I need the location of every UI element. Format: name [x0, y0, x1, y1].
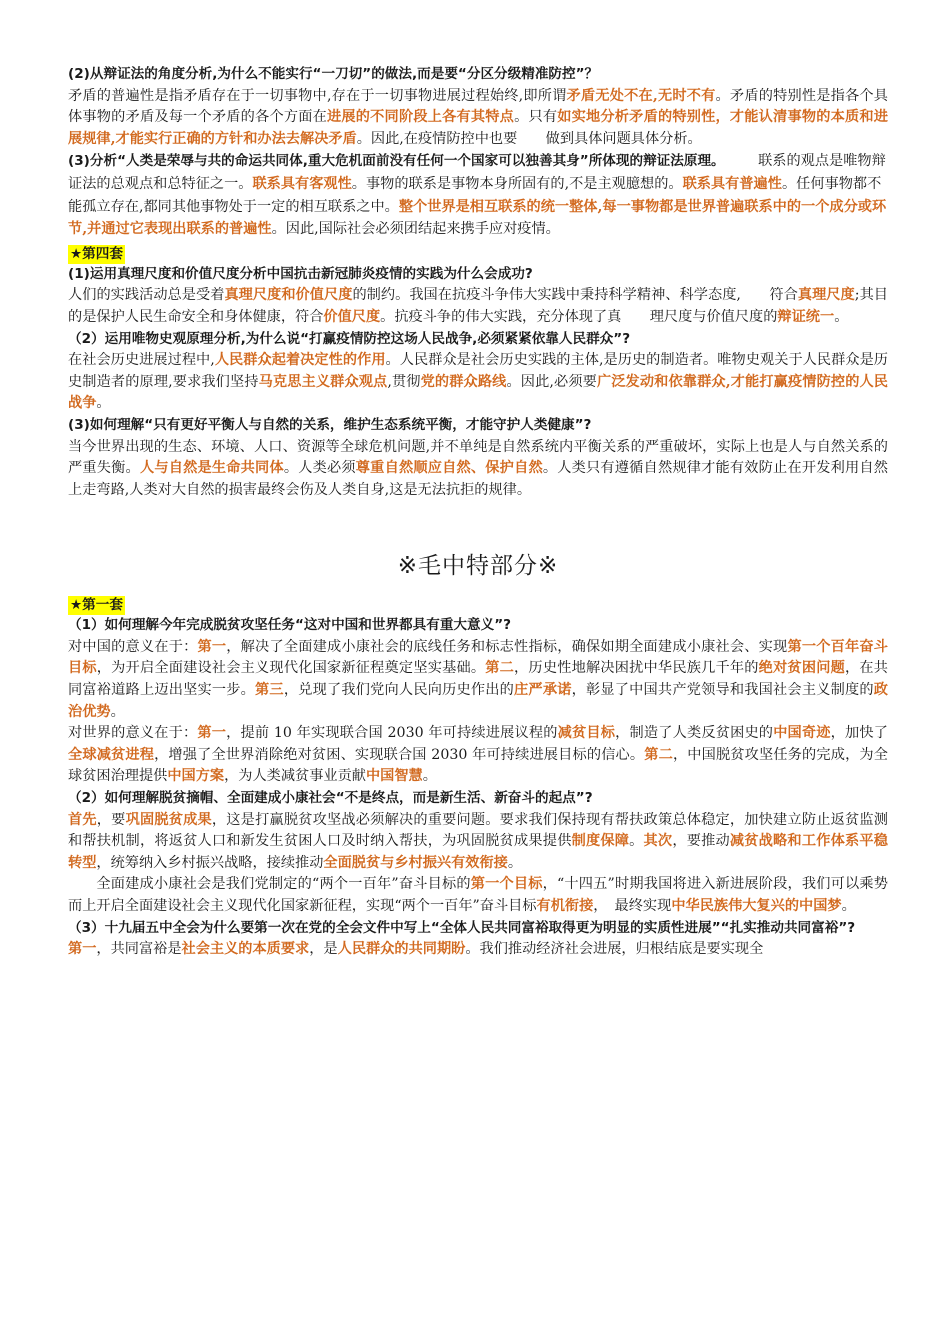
- set-1-heading: ★第一套: [70, 597, 123, 614]
- body-text: 联系的观点是唯物辩证法的总观点和总特征之一。: [68, 153, 886, 192]
- body-text: ，为人类减贫事业贡献: [224, 768, 366, 785]
- question-nature-balance: (3)如何理解“只有更好平衡人与自然的关系，维护生态系统平衡，才能守护人类健康”?: [68, 416, 592, 433]
- body-text: ，兑现了我们党向人民向历史作出的: [283, 682, 515, 699]
- body-text: 。人类必须: [283, 460, 356, 477]
- highlight-text: 第一: [197, 638, 227, 655]
- answer-dialectics-zoning: [68, 86, 888, 151]
- answer-significance-world: [68, 723, 888, 788]
- answer-truth-value-scale: [68, 285, 888, 328]
- body-text: 。人类只有遵循自然规律才能有效防止在开发利用自然上走弯路,人类对大自然的损害最终会伤及人类自身,这是无法抗拒的规律。: [68, 460, 888, 498]
- question-dialectics-zoning: (2)从辩证法的角度分析,为什么不能实行“一刀切”的做法,而是要“分区分级精准防控”？: [68, 66, 599, 82]
- body-text: 。: [110, 703, 125, 720]
- body-text: 人们的实践活动总是受着: [68, 287, 225, 304]
- highlight-text: 马克思主义群众观点: [258, 373, 388, 390]
- body-text: ，为开启全面建设社会主义现代化国家新征程奠定坚实基础。: [96, 660, 486, 677]
- highlight-text: 制度保障: [571, 833, 630, 850]
- body-text: 。: [629, 833, 644, 850]
- question-common-prosperity: （3）十九届五中全会为什么要第一次在党的全会文件中写上“全体人民共同富裕取得更为明显的实质性进展”“扎实推动共同富裕”?: [68, 919, 856, 936]
- body-text: 。: [507, 854, 523, 871]
- highlight-text: 中国智慧: [365, 768, 423, 785]
- answer-nature-balance: [68, 437, 888, 502]
- body-text: ，历史性地解决困扰中华民族几千年的: [514, 660, 759, 677]
- highlight-text: 巩固脱贫成果: [125, 811, 212, 828]
- body-text: 当今世界出现的生态、环境、人口、资源等全球危机问题,并不单纯是自然系统内平衡关系的严重破坏，实际上也是人与自然关系的严重失衡。: [68, 438, 888, 477]
- highlight-text: 价值尺度: [323, 308, 381, 325]
- highlight-text: 真理尺度: [797, 287, 855, 304]
- body-text: 矛盾的普遍性是指矛盾存在于一切事物中,存在于一切事物进展过程始终,即所谓: [68, 87, 567, 104]
- highlight-text: 辩证统一: [777, 308, 835, 325]
- highlight-text: 尊重自然顺应自然、保护自然: [355, 460, 543, 477]
- body-text: ，解决了全面建成小康社会的底线任务和标志性指标，确保如期全面建成小康社会、实现: [226, 638, 788, 655]
- body-text: ，要推动: [672, 833, 730, 850]
- body-text: 。人民群众是社会历史实践的主体,是历史的制造者。唯物史观关于人民群众是历史制造者的原理,要求我们坚持: [68, 352, 888, 390]
- answer-new-starting-point-2: [68, 874, 888, 917]
- body-text: 在社会历史进展过程中,: [68, 352, 215, 369]
- body-text: 的制约。我国在抗疫斗争伟大实践中秉持科学精神、科学态度, 符合: [352, 287, 798, 304]
- highlight-text: 绝对贫困问题: [758, 660, 845, 677]
- body-text: 对世界的意义在于：: [68, 725, 198, 742]
- body-text: ，统筹纳入乡村振兴战略，接续推动: [96, 854, 324, 871]
- highlight-text: 首先: [68, 811, 97, 828]
- question-truth-value-scale: (1)运用真理尺度和价值尺度分析中国抗击新冠肺炎疫情的实践为什么会成功?: [68, 265, 533, 282]
- highlight-text: 矛盾无处不在,无时不有: [566, 87, 716, 104]
- highlight-text: 真理尺度和价值尺度: [224, 287, 353, 304]
- body-text: 全面建成小康社会是我们党制定的“两个一百年”奋斗目标的: [96, 876, 471, 893]
- highlight-text: 整个世界是相互联系的统一整体,每一事物都是世界普遍联系中的一个成分或环节,并通过它表现出联系的普遍性: [68, 198, 887, 238]
- body-text: 对中国的意义在于：: [68, 638, 198, 655]
- body-text: ，共同富裕是: [96, 941, 182, 958]
- document-page: [68, 64, 888, 961]
- body-text: ;其目的是保护人民生命安全和身体健康，符合: [68, 287, 888, 325]
- body-text: ，“十四五”时期我国将进入新进展阶段，我们可以乘势而上开启全面建设社会主义现代化国家新征程，实现“两个一百年”奋斗目标: [68, 876, 888, 914]
- body-text: ，这是打赢脱贫攻坚战必须解决的重要问题。要求我们保持现有帮扶政策总体稳定，加快建立防止返贫监测和帮扶机制，将返贫人口和新发生贫困人口及时纳入帮扶，为巩固脱贫成果提供: [68, 811, 888, 850]
- body-text: ，制造了人类反贫困史的: [615, 725, 774, 742]
- highlight-text: 中国方案: [167, 768, 225, 785]
- body-text: 。因此,必须要: [506, 373, 597, 390]
- body-text: ，加快了: [830, 725, 888, 742]
- highlight-text: 减贫战略和工作体系平稳转型: [68, 833, 888, 871]
- body-text: 。矛盾的特别性是指各个具体事物的矛盾及每一个矛盾的各个方面在: [68, 87, 888, 126]
- question-poverty-significance: （1）如何理解今年完成脱贫攻坚任务“这对中国和世界都具有重大意义”?: [68, 617, 512, 634]
- highlight-text: 政治优势: [68, 682, 888, 720]
- body-text: ，提前 10 年实现联合国 2030 年可持续进展议程的: [226, 725, 558, 742]
- highlight-text: 联系具有客观性: [252, 175, 352, 192]
- highlight-text: 有机衔接: [536, 898, 594, 914]
- highlight-text: 如实地分析矛盾的特别性，才能认清事物的本质和进展规律,才能实行正确的方针和办法去解决矛盾: [68, 109, 888, 147]
- body-text: 。: [422, 768, 437, 785]
- body-text: 。: [841, 898, 856, 914]
- highlight-text: 全面脱贫与乡村振兴有效衔接: [323, 854, 508, 871]
- highlight-text: 社会主义的本质要求: [181, 941, 310, 958]
- body-text: ，在共同富裕道路上迈出坚实一步。: [68, 660, 888, 699]
- question-people-war: （2）运用唯物史观原理分析,为什么说“打赢疫情防控这场人民战争,必须紧紧依靠人民群众”?: [68, 330, 631, 347]
- body-text: 。只有: [514, 109, 558, 126]
- answer-common-prosperity: [68, 939, 888, 961]
- body-text: ,贯彻: [387, 373, 421, 390]
- body-text: 。事物的联系是事物本身所固有的,不是主观臆想的。: [351, 175, 683, 192]
- highlight-text: 全球减贫进程: [68, 746, 155, 763]
- body-text: ，要: [96, 811, 126, 828]
- highlight-text: 其次: [643, 833, 673, 850]
- answer-significance-china: [68, 637, 888, 723]
- highlight-text: 人民群众起着决定性的作用: [214, 352, 386, 369]
- body-text: ，是: [309, 941, 338, 958]
- highlight-text: 人与自然是生命共同体: [139, 460, 284, 477]
- highlight-text: 联系具有普遍性: [682, 175, 782, 192]
- body-text: 。因此,国际社会必须团结起来携手应对疫情。: [271, 221, 560, 238]
- highlight-text: 进展的不同阶段上各有其特点: [327, 109, 515, 126]
- question-community-shared-future: (3)分析“人类是荣辱与共的命运共同体,重大危机面前没有任何一个国家可以独善其身”所体现的辩证法原理。: [68, 153, 725, 170]
- highlight-text: 减贫目标: [557, 725, 616, 742]
- section-title: ※毛中特部分※: [397, 553, 559, 580]
- body-text: 。: [834, 308, 849, 325]
- body-text: 。抗疫斗争的伟大实践，充分体现了真 理尺度与价值尺度的: [380, 308, 778, 325]
- highlight-text: 庄严承诺: [514, 682, 572, 699]
- answer-new-starting-point-1: [68, 810, 888, 875]
- question-new-starting-point: （2）如何理解脱贫摘帽、全面建成小康社会“不是终点，而是新生活、新奋斗的起点”?: [68, 790, 593, 807]
- body-text: 。任何事物都不能孤立存在,都同其他事物处于一定的相互联系之中。: [68, 175, 882, 215]
- highlight-text: 第一: [197, 725, 227, 742]
- highlight-text: 党的群众路线: [420, 373, 507, 390]
- highlight-text: 第二: [644, 746, 673, 763]
- body-text: 。我们推动经济社会进展，归根结底是要实现全: [465, 941, 764, 958]
- body-text: ， 最终实现: [593, 898, 672, 914]
- answer-people-war: [68, 350, 888, 415]
- body-text: 。因此,在疫情防控中也要 做到具体问题具体分析。: [356, 130, 702, 147]
- body-text: ，增强了全世界消除绝对贫困、实现联合国 2030 年可持续进展目标的信心。: [154, 746, 645, 763]
- highlight-text: 第二: [485, 660, 515, 677]
- body-text: 。: [96, 395, 111, 412]
- body-text: ，中国脱贫攻坚任务的完成，为全球贫困治理提供: [68, 746, 888, 785]
- highlight-text: 中国奇迹: [773, 725, 831, 742]
- highlight-text: 广泛发动和依靠群众,才能打赢疫情防控的人民战争: [68, 373, 888, 412]
- highlight-text: 中华民族伟大复兴的中国梦: [671, 898, 842, 914]
- body-text: ，彰显了中国共产党领导和我国社会主义制度的: [571, 682, 874, 699]
- highlight-text: 第一: [68, 941, 97, 958]
- set-4-heading: ★第四套: [70, 245, 123, 262]
- highlight-text: 第三: [255, 682, 284, 699]
- highlight-text: 第一个目标: [470, 876, 543, 893]
- highlight-text: 第一个百年奋斗目标: [68, 638, 888, 677]
- highlight-text: 人民群众的共同期盼: [337, 941, 466, 958]
